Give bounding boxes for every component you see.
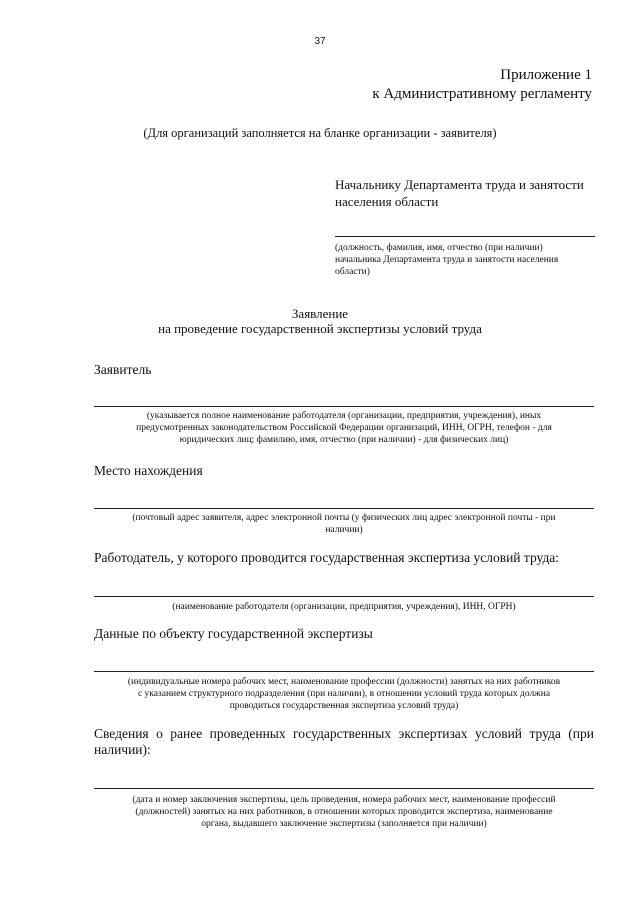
previous-expertise-fill-line[interactable] (94, 788, 594, 789)
previous-expertise-caption-line-2: (должностей) занятых на них работников, в отношении которых проводится экспертиза, наименование (135, 807, 553, 817)
addressee-caption-line-1: (должность, фамилия, имя, отчество (при наличии) (335, 243, 543, 253)
blank-note: (Для организаций заполняется на бланке организации - заявителя) (143, 126, 497, 140)
document-title-line-2: на проведение государственной экспертизы условий труда (158, 321, 482, 336)
addressee-caption (335, 242, 600, 278)
appendix-line-2: к Административному регламенту (372, 86, 592, 102)
previous-expertise-caption-line-1: (дата и номер заключения экспертизы, цель проведения, номера рабочих мест, наименование профессий (132, 795, 556, 805)
addressee (335, 176, 605, 210)
document-title-line-1: Заявление (291, 306, 349, 321)
previous-expertise-caption (94, 794, 594, 830)
addressee-fill-line[interactable] (335, 236, 595, 237)
employer-label: Работодатель, у которого проводится государственная экспертиза условий труда: (94, 550, 560, 565)
applicant-caption-line-2: предусмотренных законодательством Российской Федерации организаций, ИНН, ОГРН, телефон - для (136, 423, 552, 433)
location-caption-line-1: (почтовый адрес заявителя, адрес электронной почты (у физических лиц адрес электронной почты - при (132, 513, 556, 523)
document-title (0, 306, 640, 336)
object-data-caption-line-2: с указанием структурного подразделения (при наличии), в отношении условий труда которых должна (137, 689, 551, 699)
object-data-label: Данные по объекту государственной экспертизы (94, 626, 373, 641)
applicant-caption-line-1: (указывается полное наименование работодателя (организации, предприятия, учреждения), иных (146, 411, 542, 421)
object-data-caption-line-1: (индивидуальные номера рабочих мест, наименование профессии (должности) занятых на них работников (127, 677, 561, 687)
addressee-line-1: Начальнику Департамента труда и занятости (335, 177, 584, 192)
object-data-caption-line-3: проводиться государственная экспертиза условий труда) (229, 701, 459, 711)
location-caption (94, 512, 594, 536)
applicant-label: Заявитель (94, 362, 152, 377)
page-number: 37 (314, 36, 326, 47)
previous-expertise-caption-line-3: органа, выдавшего заключение экспертизы (заполняется при наличии) (201, 819, 487, 829)
appendix-header (372, 66, 592, 104)
addressee-line-2: населения области (335, 194, 439, 209)
object-data-fill-line[interactable] (94, 671, 594, 672)
appendix-line-1: Приложение 1 (500, 67, 592, 83)
addressee-caption-line-2: начальника Департамента труда и занятости населения (335, 255, 559, 265)
location-fill-line[interactable] (94, 508, 594, 509)
location-label: Место нахождения (94, 463, 203, 478)
applicant-caption-line-3: юридических лиц; фамилию, имя, отчество (при наличии) - для физических лиц) (179, 435, 509, 445)
object-data-caption (94, 676, 594, 712)
previous-expertise-label: Сведения о ранее проведенных государственных экспертизах условий труда (при наличии): (94, 726, 594, 757)
addressee-caption-line-3: области) (335, 267, 370, 277)
employer-caption: (наименование работодателя (организации, предприятия, учреждения), ИНН, ОГРН) (172, 602, 516, 612)
employer-fill-line[interactable] (94, 596, 594, 597)
applicant-caption (94, 410, 594, 446)
location-caption-line-2: наличии) (325, 525, 363, 535)
applicant-fill-line[interactable] (94, 406, 594, 407)
